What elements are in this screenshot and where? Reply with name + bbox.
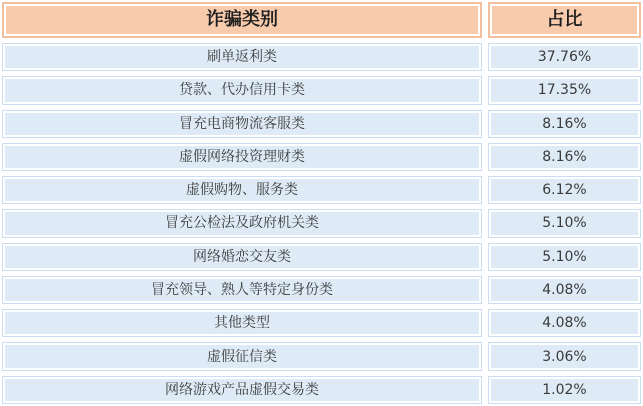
percent-cell: 37.76% — [488, 43, 641, 71]
percent-cell: 3.06% — [488, 342, 641, 370]
category-cell: 虚假购物、服务类 — [2, 176, 482, 204]
category-cell: 冒充公检法及政府机关类 — [2, 209, 482, 237]
category-cell: 冒充电商物流客服类 — [2, 110, 482, 138]
percent-cell: 1.02% — [488, 376, 641, 404]
category-cell: 其他类型 — [2, 309, 482, 337]
percent-cell: 17.35% — [488, 76, 641, 104]
category-cell: 网络婚恋交友类 — [2, 243, 482, 271]
percent-cell: 5.10% — [488, 243, 641, 271]
category-cell: 虚假网络投资理财类 — [2, 143, 482, 171]
category-cell: 刷单返利类 — [2, 43, 482, 71]
header-category: 诈骗类别 — [2, 2, 482, 38]
percent-cell: 5.10% — [488, 209, 641, 237]
header-percentage: 占比 — [488, 2, 641, 38]
percent-cell: 8.16% — [488, 143, 641, 171]
category-cell: 贷款、代办信用卡类 — [2, 76, 482, 104]
percent-cell: 8.16% — [488, 110, 641, 138]
category-cell: 虚假征信类 — [2, 342, 482, 370]
percent-cell: 4.08% — [488, 309, 641, 337]
percent-cell: 6.12% — [488, 176, 641, 204]
category-cell: 网络游戏产品虚假交易类 — [2, 376, 482, 404]
category-cell: 冒充领导、熟人等特定身份类 — [2, 276, 482, 304]
percent-cell: 4.08% — [488, 276, 641, 304]
